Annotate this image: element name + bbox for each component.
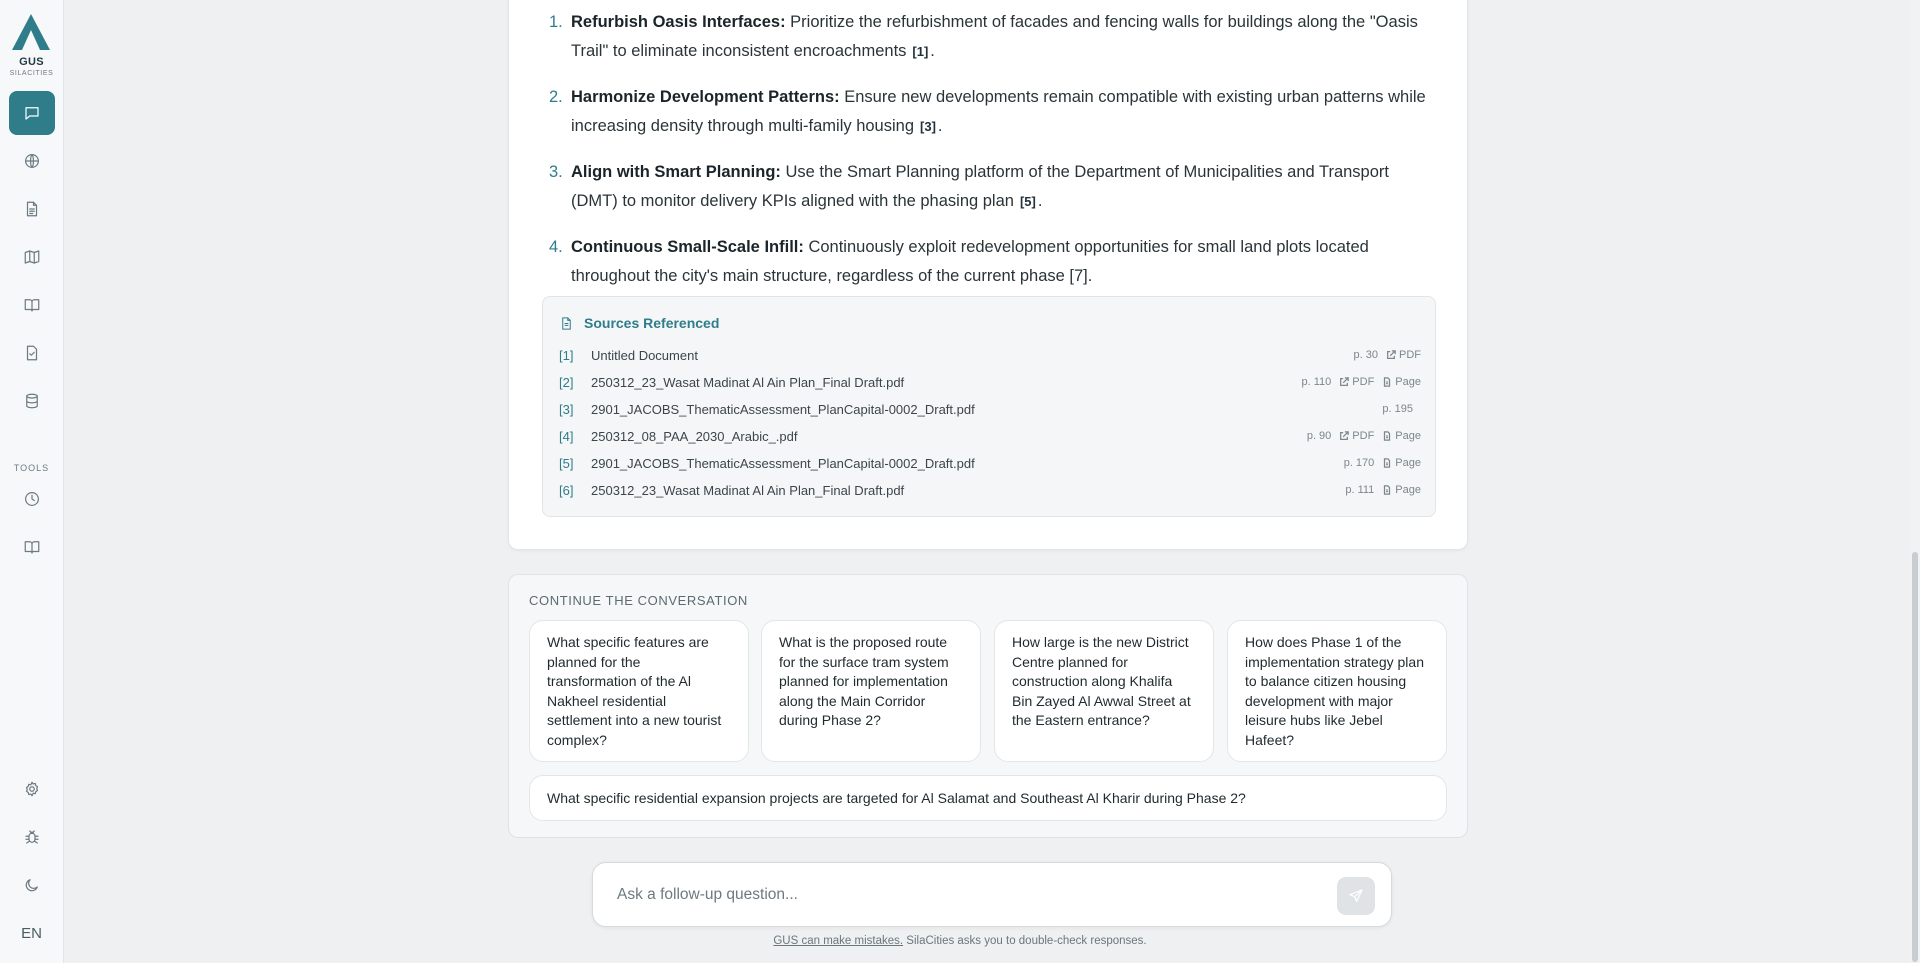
- list-number: 3.: [549, 163, 563, 181]
- brand-logo[interactable]: [10, 14, 54, 77]
- nav-library-button[interactable]: [9, 283, 55, 327]
- external-link-icon: [1386, 350, 1396, 360]
- external-link-icon: [1339, 377, 1349, 387]
- open-pdf-link[interactable]: [1339, 430, 1374, 442]
- citation-link[interactable]: [3]: [920, 118, 936, 134]
- list-number: 2.: [549, 88, 563, 106]
- list-number: 4.: [549, 238, 563, 256]
- source-meta: [1354, 349, 1421, 361]
- globe-icon: [23, 152, 41, 170]
- source-name[interactable]: 250312_08_PAA_2030_Arabic_.pdf: [591, 428, 798, 444]
- database-icon: [23, 392, 41, 410]
- moon-icon: [23, 876, 41, 894]
- source-name[interactable]: 250312_23_Wasat Madinat Al Ain Plan_Final Draft.pdf: [591, 482, 905, 498]
- bug-icon: [23, 828, 41, 846]
- chat-bubble-icon: [23, 104, 41, 122]
- source-meta: [1302, 376, 1421, 388]
- source-page: p. 111: [1345, 484, 1375, 496]
- page-scrollbar[interactable]: [1910, 0, 1920, 963]
- page-icon: [1382, 431, 1392, 441]
- pdf-label: PDF: [1399, 349, 1421, 361]
- sources-title: Sources Referenced: [584, 315, 720, 331]
- gear-icon: [23, 780, 41, 798]
- primary-nav: [9, 91, 55, 423]
- open-page-link[interactable]: [1382, 430, 1421, 442]
- page-label: Page: [1395, 430, 1421, 442]
- disclaimer-text: SilaCities asks you to double-check responses.: [903, 935, 1147, 947]
- open-page-link[interactable]: [1382, 457, 1421, 469]
- settings-button[interactable]: [9, 767, 55, 811]
- source-row: [559, 479, 1421, 501]
- suggestion-card[interactable]: What specific features are planned for the transformation of the Al Nakheel residential settlement into a new tourist complex?: [529, 620, 749, 762]
- document-icon: [23, 200, 41, 218]
- answer-card: [508, 0, 1468, 550]
- nav-documents-button[interactable]: [9, 187, 55, 231]
- suggestion-card[interactable]: How large is the new District Centre planned for construction along Khalifa Bin Zayed Al Awwal Street at the Eastern entrance?: [994, 620, 1214, 762]
- report-bug-button[interactable]: [9, 815, 55, 859]
- follow-up-composer: [592, 862, 1392, 927]
- page-label: Page: [1395, 457, 1421, 469]
- nav-globe-button[interactable]: [9, 139, 55, 183]
- pdf-label: PDF: [1352, 376, 1375, 388]
- theme-toggle-button[interactable]: [9, 863, 55, 907]
- open-book-icon: [23, 296, 41, 314]
- book-icon: [23, 538, 41, 556]
- source-row: [559, 344, 1421, 366]
- list-item: [549, 233, 1439, 290]
- list-item-text: [571, 8, 1439, 66]
- list-item-text: [571, 83, 1439, 141]
- list-item-body: Continuously exploit redevelopment opportunities for small land plots located throughout the city's main structure, regardless of the current phase [7].: [571, 238, 1369, 285]
- sources-panel: [542, 296, 1436, 517]
- map-icon: [23, 248, 41, 266]
- source-meta: [1382, 403, 1413, 415]
- list-item-end: .: [937, 116, 943, 135]
- source-page: p. 170: [1343, 457, 1375, 469]
- tools-nav: [9, 477, 55, 569]
- sidebar: [0, 0, 64, 963]
- source-meta: [1345, 484, 1421, 496]
- pdf-label: PDF: [1352, 430, 1375, 442]
- page-icon: [1382, 377, 1392, 387]
- continue-title: CONTINUE THE CONVERSATION: [529, 593, 748, 608]
- source-page: p. 110: [1301, 376, 1332, 388]
- document-icon: [559, 316, 574, 331]
- list-item-title: Harmonize Development Patterns:: [571, 88, 840, 106]
- source-page: p. 90: [1306, 430, 1332, 442]
- source-name[interactable]: 2901_JACOBS_ThematicAssessment_PlanCapital-0002_Draft.pdf: [591, 455, 975, 471]
- source-name[interactable]: 2901_JACOBS_ThematicAssessment_PlanCapital-0002_Draft.pdf: [591, 401, 975, 417]
- suggestion-card-wide[interactable]: What specific residential expansion projects are targeted for Al Salamat and Southeast Al Kharir during Phase 2?: [529, 775, 1447, 821]
- nav-checklist-button[interactable]: [9, 331, 55, 375]
- logo-mark-icon: [12, 14, 50, 50]
- language-switcher[interactable]: EN: [21, 924, 42, 942]
- citation-link[interactable]: [1]: [912, 43, 929, 59]
- page-icon: [1382, 458, 1392, 468]
- source-name[interactable]: Untitled Document: [591, 347, 698, 363]
- send-button[interactable]: [1337, 877, 1375, 915]
- clock-icon: [23, 490, 41, 508]
- nav-map-button[interactable]: [9, 235, 55, 279]
- page-icon: [1382, 485, 1392, 495]
- citation-link[interactable]: [5]: [1019, 193, 1036, 209]
- source-index: [6]: [559, 482, 574, 498]
- open-page-link[interactable]: [1382, 376, 1421, 388]
- list-item-title: Refurbish Oasis Interfaces:: [571, 13, 786, 31]
- nav-history-button[interactable]: [9, 477, 55, 521]
- list-item-end: .: [1037, 191, 1043, 210]
- recommendations-list: [549, 8, 1439, 307]
- list-item: [549, 83, 1439, 141]
- send-icon: [1348, 888, 1364, 904]
- list-item-body: Prioritize the refurbishment of facades and fencing walls for buildings along the "Oasis Trail" to eliminate inconsistent encroachments: [571, 13, 1418, 60]
- page-label: Page: [1395, 484, 1421, 496]
- nav-chat-button[interactable]: [9, 91, 55, 135]
- continue-conversation-panel: [508, 574, 1468, 838]
- disclaimer-link[interactable]: GUS can make mistakes.: [773, 935, 904, 947]
- list-item-title: Continuous Small-Scale Infill:: [571, 238, 804, 256]
- source-row: [559, 398, 1421, 420]
- list-item: [549, 158, 1439, 216]
- nav-guide-button[interactable]: [9, 525, 55, 569]
- source-row: [559, 452, 1421, 474]
- source-index: [4]: [559, 428, 574, 444]
- source-page: p. 30: [1353, 349, 1378, 361]
- brand-name: GUS: [19, 56, 44, 68]
- suggestion-card[interactable]: How does Phase 1 of the implementation strategy plan to balance citizen housing development with major leisure hubs like Jebel Hafeet?: [1227, 620, 1447, 762]
- source-page: p. 195: [1382, 403, 1413, 415]
- source-row: [559, 425, 1421, 447]
- list-item-end: .: [930, 41, 935, 60]
- list-item-body: Ensure new developments remain compatible with existing urban patterns while increasing density through multi-family housing: [571, 88, 1426, 135]
- list-item-text: [571, 158, 1439, 216]
- page-label: Page: [1395, 376, 1421, 388]
- sidebar-footer: [9, 767, 55, 955]
- source-meta: [1307, 430, 1421, 442]
- suggestion-card[interactable]: What is the proposed route for the surface tram system planned for implementation along the Main Corridor during Phase 2?: [761, 620, 981, 762]
- open-page-link[interactable]: [1382, 484, 1421, 496]
- file-check-icon: [23, 344, 41, 362]
- list-number: 1.: [549, 13, 563, 31]
- sources-header: [559, 315, 719, 331]
- list-item-title: Align with Smart Planning:: [571, 163, 781, 181]
- open-pdf-link[interactable]: [1339, 376, 1374, 388]
- open-pdf-link[interactable]: [1386, 349, 1421, 361]
- source-index: [5]: [559, 455, 574, 471]
- list-item: [549, 8, 1439, 66]
- scrollbar-thumb[interactable]: [1912, 552, 1918, 962]
- disclaimer: [0, 935, 1920, 947]
- nav-database-button[interactable]: [9, 379, 55, 423]
- source-index: [2]: [559, 374, 574, 390]
- list-item-text: [571, 233, 1439, 290]
- source-name[interactable]: 250312_23_Wasat Madinat Al Ain Plan_Final Draft.pdf: [591, 374, 905, 390]
- tools-section-label: TOOLS: [13, 463, 50, 473]
- brand-subtitle: SILACITIES: [9, 70, 54, 77]
- follow-up-input[interactable]: [617, 881, 1297, 909]
- list-item-body: Use the Smart Planning platform of the Department of Municipalities and Transport (DMT) to monitor delivery KPIs aligned with the phasing plan: [571, 163, 1389, 210]
- source-row: [559, 371, 1421, 393]
- source-index: [1]: [559, 347, 574, 363]
- source-meta: [1344, 457, 1421, 469]
- external-link-icon: [1339, 431, 1349, 441]
- source-index: [3]: [559, 401, 574, 417]
